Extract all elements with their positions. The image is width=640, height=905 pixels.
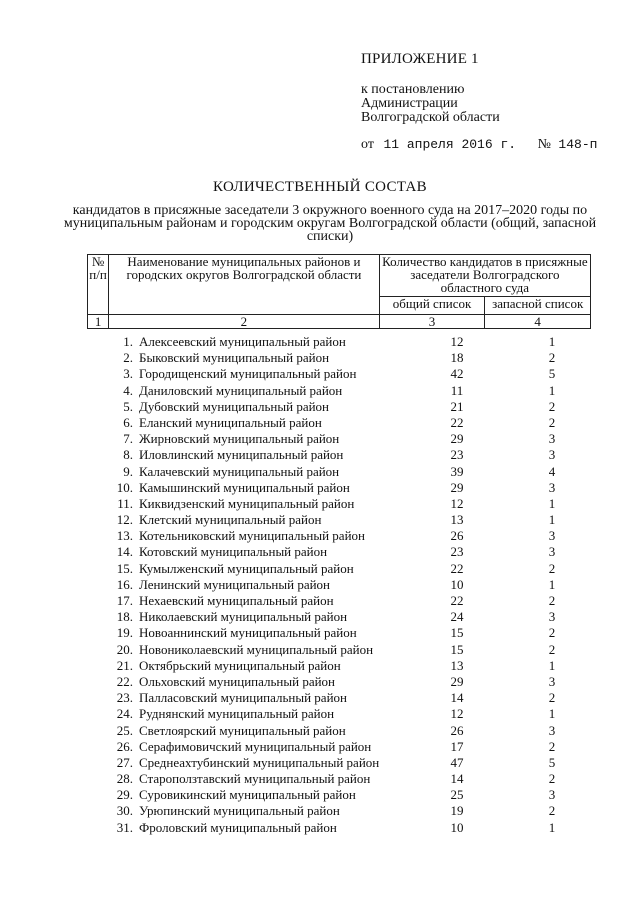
row-number: 23. <box>116 690 133 706</box>
row-number: 11. <box>117 495 133 511</box>
general-count: 22 <box>450 560 464 576</box>
reserve-count: 2 <box>548 350 556 366</box>
reserve-count: 5 <box>548 366 556 382</box>
general-count: 29 <box>450 479 464 495</box>
document-title: КОЛИЧЕСТВЕННЫЙ СОСТАВ <box>213 179 427 195</box>
table-row <box>87 723 591 739</box>
district-name: Фроловский муниципальный район <box>139 819 337 835</box>
general-count: 21 <box>450 398 464 414</box>
row-number: 2. <box>123 350 133 366</box>
col-general-header: общий список <box>379 297 485 315</box>
general-count: 26 <box>450 722 464 738</box>
district-name: Быковский муниципальный район <box>139 350 330 366</box>
general-count: 17 <box>450 738 464 754</box>
table-row <box>87 771 591 787</box>
reserve-count: 1 <box>548 819 556 835</box>
general-count: 26 <box>450 528 464 544</box>
table-row <box>87 334 591 350</box>
table-row <box>87 658 591 674</box>
reserve-count: 2 <box>548 560 556 576</box>
row-number: 26. <box>116 738 133 754</box>
general-count: 23 <box>450 544 464 560</box>
district-name: Ольховский муниципальный район <box>139 673 336 689</box>
reserve-count: 3 <box>548 431 556 447</box>
table-row <box>87 803 591 819</box>
reserve-count: 1 <box>548 657 556 673</box>
row-number: 9. <box>123 463 133 479</box>
district-name: Урюпинский муниципальный район <box>139 803 340 819</box>
reserve-count: 3 <box>548 787 556 803</box>
row-number: 8. <box>123 447 133 463</box>
row-number: 21. <box>116 657 133 673</box>
general-count: 12 <box>450 334 464 349</box>
reserve-count: 2 <box>548 641 556 657</box>
general-count: 10 <box>450 819 464 835</box>
general-count: 29 <box>450 673 464 689</box>
row-number: 31. <box>116 819 133 835</box>
general-count: 22 <box>450 593 464 608</box>
district-name: Нехаевский муниципальный район <box>139 593 334 608</box>
reserve-count: 2 <box>548 398 556 414</box>
table-row <box>87 577 591 593</box>
general-count: 13 <box>450 512 464 528</box>
row-number: 19. <box>116 625 133 641</box>
appendix-line-3: Волгоградской области <box>361 110 500 125</box>
district-name: Жирновский муниципальный район <box>139 431 340 447</box>
reserve-count: 3 <box>548 673 556 689</box>
row-number: 29. <box>116 787 133 803</box>
table-row <box>87 593 591 609</box>
decree-date-line <box>361 137 597 153</box>
table-body <box>87 334 591 836</box>
table-row <box>87 415 591 431</box>
reserve-count: 2 <box>548 803 556 819</box>
reserve-count: 2 <box>548 625 556 641</box>
col-count-header: Количество кандидатов в присяжные заседатели Волгоградского областного суда <box>379 255 590 297</box>
general-count: 19 <box>450 803 464 819</box>
appendix-line-1: к постановлению <box>361 82 465 97</box>
table-row <box>87 625 591 641</box>
row-number: 24. <box>116 706 133 722</box>
row-number: 22. <box>116 673 133 689</box>
district-name: Дубовский муниципальный район <box>139 398 330 414</box>
table-row <box>87 528 591 544</box>
reserve-count: 3 <box>548 479 556 495</box>
row-number: 7. <box>123 431 133 447</box>
table-row <box>87 399 591 415</box>
reserve-count: 1 <box>548 512 556 528</box>
district-name: Палласовский муниципальный район <box>139 690 347 706</box>
reserve-count: 1 <box>548 495 556 511</box>
reserve-count: 2 <box>548 771 556 787</box>
table-row <box>87 447 591 463</box>
table-row <box>87 706 591 722</box>
appendix-title: ПРИЛОЖЕНИЕ 1 <box>361 51 479 67</box>
table-row <box>87 431 591 447</box>
district-name: Октябрьский муниципальный район <box>139 657 341 673</box>
table-header <box>87 254 591 329</box>
row-number: 20. <box>116 641 133 657</box>
col-number-header: № п/п <box>88 255 109 315</box>
reserve-count: 3 <box>548 722 556 738</box>
table-row <box>87 642 591 658</box>
general-count: 12 <box>450 495 464 511</box>
row-number: 12. <box>116 512 133 528</box>
decree-number: 148-п <box>558 137 598 152</box>
row-number: 28. <box>116 771 133 787</box>
general-count: 25 <box>450 787 464 803</box>
table-row <box>87 561 591 577</box>
row-number: 5. <box>123 398 133 414</box>
general-count: 12 <box>450 706 464 722</box>
district-name: Николаевский муниципальный район <box>139 609 348 625</box>
general-count: 42 <box>450 366 464 382</box>
general-count: 15 <box>450 641 464 657</box>
reserve-count: 1 <box>548 576 556 592</box>
district-name: Еланский муниципальный район <box>139 414 322 430</box>
district-name: Суровикинский муниципальный район <box>139 787 356 803</box>
reserve-count: 1 <box>548 706 556 722</box>
district-name: Котельниковский муниципальный район <box>139 528 365 544</box>
reserve-count: 3 <box>548 609 556 625</box>
number-prefix: № <box>537 137 551 152</box>
general-count: 11 <box>450 382 464 398</box>
row-number: 17. <box>116 593 133 608</box>
table-row <box>87 383 591 399</box>
table-row <box>87 787 591 803</box>
district-name: Руднянский муниципальный район <box>139 706 335 722</box>
district-name: Кумылженский муниципальный район <box>139 560 354 576</box>
col-index-1: 1 <box>88 315 109 329</box>
table-row <box>87 755 591 771</box>
reserve-count: 2 <box>548 690 556 706</box>
row-number: 27. <box>116 754 133 770</box>
row-number: 1. <box>123 334 133 349</box>
table-row <box>87 366 591 382</box>
row-number: 18. <box>116 609 133 625</box>
district-name: Ленинский муниципальный район <box>139 576 331 592</box>
table-row <box>87 544 591 560</box>
table-row <box>87 496 591 512</box>
general-count: 23 <box>450 447 464 463</box>
general-count: 47 <box>450 754 464 770</box>
district-name: Даниловский муниципальный район <box>139 382 343 398</box>
table-row <box>87 820 591 836</box>
reserve-count: 5 <box>548 754 556 770</box>
table-row <box>87 690 591 706</box>
decree-date: 11 апреля 2016 г. <box>383 137 517 152</box>
district-name: Староползтавский муниципальный район <box>139 771 371 787</box>
district-name: Светлоярский муниципальный район <box>139 722 346 738</box>
reserve-count: 1 <box>548 382 556 398</box>
col-name-header: Наименование муниципальных районов и городских округов Волгоградской области <box>109 255 380 315</box>
row-number: 10. <box>116 479 133 495</box>
general-count: 18 <box>450 350 464 366</box>
row-number: 25. <box>116 722 133 738</box>
district-name: Камышинский муниципальный район <box>139 479 350 495</box>
district-name: Клетский муниципальный район <box>139 512 322 528</box>
reserve-count: 3 <box>548 447 556 463</box>
row-number: 6. <box>123 414 133 430</box>
general-count: 13 <box>450 657 464 673</box>
general-count: 22 <box>450 414 464 430</box>
table-row <box>87 464 591 480</box>
district-name: Городищенский муниципальный район <box>139 366 357 382</box>
general-count: 10 <box>450 576 464 592</box>
general-count: 14 <box>450 690 464 706</box>
district-name: Среднеахтубинский муниципальный район <box>139 754 380 770</box>
reserve-count: 4 <box>548 463 556 479</box>
table-row <box>87 609 591 625</box>
district-name: Серафимовичский муниципальный район <box>139 738 372 754</box>
general-count: 39 <box>450 463 464 479</box>
date-prefix: от <box>361 137 374 152</box>
district-name: Котовский муниципальный район <box>139 544 328 560</box>
general-count: 14 <box>450 771 464 787</box>
row-number: 14. <box>116 544 133 560</box>
row-number: 4. <box>123 382 133 398</box>
district-name: Калачевский муниципальный район <box>139 463 340 479</box>
row-number: 3. <box>123 366 133 382</box>
reserve-count: 1 <box>548 334 556 349</box>
reserve-count: 2 <box>548 593 556 608</box>
general-count: 24 <box>450 609 464 625</box>
reserve-count: 2 <box>548 414 556 430</box>
appendix-line-2: Администрации <box>361 96 458 111</box>
row-number: 15. <box>116 560 133 576</box>
general-count: 15 <box>450 625 464 641</box>
table-row <box>87 350 591 366</box>
district-name: Новониколаевский муниципальный район <box>139 641 374 657</box>
table-row <box>87 674 591 690</box>
document-subtitle: кандидатов в присяжные заседатели 3 окружного военного суда на 2017–2020 годы по муниципальным районам и городским округам Волгоградской области (общий, запасной списки) <box>63 203 597 244</box>
row-number: 30. <box>116 803 133 819</box>
table-row <box>87 512 591 528</box>
reserve-count: 3 <box>548 528 556 544</box>
col-index-4: 4 <box>485 315 591 329</box>
row-number: 13. <box>116 528 133 544</box>
general-count: 29 <box>450 431 464 447</box>
table-row <box>87 739 591 755</box>
col-index-2: 2 <box>109 315 380 329</box>
reserve-count: 2 <box>548 738 556 754</box>
table-row <box>87 480 591 496</box>
district-name: Иловлинский муниципальный район <box>139 447 344 463</box>
row-number: 16. <box>116 576 133 592</box>
district-name: Новоаннинский муниципальный район <box>139 625 357 641</box>
reserve-count: 3 <box>548 544 556 560</box>
col-index-3: 3 <box>379 315 485 329</box>
district-name: Алексеевский муниципальный район <box>139 334 346 349</box>
district-name: Киквидзенский муниципальный район <box>139 495 355 511</box>
col-reserve-header: запасной список <box>485 297 591 315</box>
